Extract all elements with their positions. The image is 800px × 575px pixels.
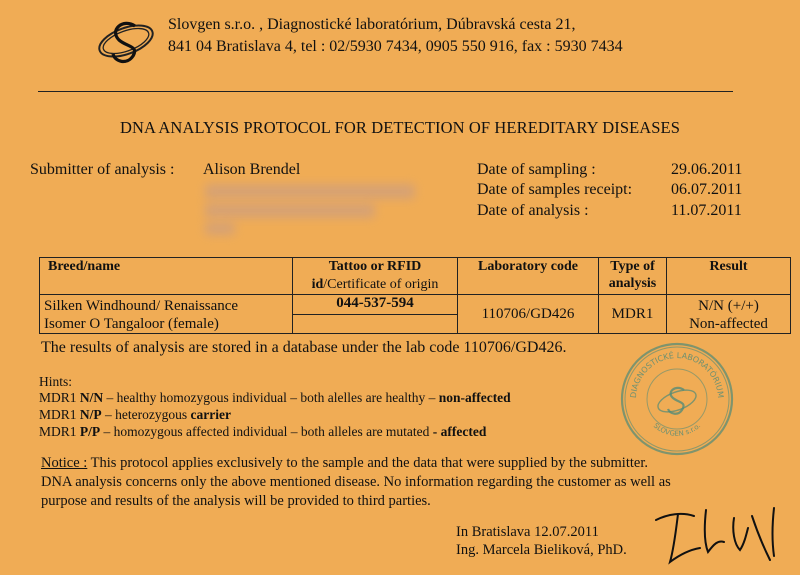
document-title: DNA ANALYSIS PROTOCOL FOR DETECTION OF HEREDITARY DISEASES [119, 118, 681, 137]
submitter-label: Submitter of analysis : [30, 161, 175, 178]
notice-label: Notice : [41, 455, 88, 471]
header-line-2: 841 04 Bratislava 4, tel : 02/5930 7434, 0905 550 916, fax : 5930 7434 [168, 38, 623, 55]
hint-pp-status: - affected [432, 424, 487, 439]
hint-pp-prefix: MDR1 [39, 424, 80, 439]
col-header-tattoo: Tattoo or RFID [293, 258, 458, 277]
hints-title: Hints: [39, 374, 73, 389]
redacted-address-3 [205, 222, 235, 235]
header-divider [38, 91, 733, 92]
slovgen-logo [95, 10, 157, 72]
col-header-type [599, 258, 667, 295]
place-date: In Bratislava 12.07.2011 [456, 524, 599, 540]
cell-certificate [293, 314, 458, 334]
cell-type: MDR1 [599, 295, 667, 334]
date-analysis-label: Date of analysis : [477, 202, 589, 219]
col-header-type-line2: analysis [608, 276, 657, 291]
col-header-certificate-id: id [311, 277, 324, 292]
hint-pp-text: – homozygous affected individual – both alleles are mutated [100, 424, 433, 439]
date-analysis-value: 11.07.2011 [671, 202, 742, 219]
hint-np-text: – heterozygous [101, 407, 191, 422]
col-header-certificate-text: /Certificate of origin [323, 277, 439, 292]
hint-np-status: carrier [190, 407, 231, 422]
col-header-result: Result [667, 258, 791, 295]
date-receipt-value: 06.07.2011 [671, 181, 743, 198]
cell-breed-line2: Isomer O Tangaloor (female) [44, 316, 219, 332]
signatory-name: Ing. Marcela Bieliková, PhD. [456, 542, 627, 558]
hint-np-genotype: N/P [79, 407, 102, 422]
results-table [39, 257, 791, 334]
hint-nn-prefix: MDR1 [39, 390, 80, 405]
col-header-labcode: Laboratory code [458, 258, 599, 295]
hint-line-pp [39, 424, 486, 440]
header-line-1: Slovgen s.r.o. , Diagnostické laboratórium, Dúbravská cesta 21, [168, 16, 576, 33]
hint-pp-genotype: P/P [79, 424, 101, 439]
cell-breed [40, 295, 293, 334]
redacted-address-1 [205, 184, 415, 199]
col-header-type-line1: Type of [610, 259, 655, 274]
hint-line-np [39, 407, 231, 423]
cell-result [667, 295, 791, 334]
date-sampling-label: Date of sampling : [477, 161, 596, 178]
laboratory-stamp [618, 340, 736, 458]
date-receipt-label: Date of samples receipt: [477, 181, 633, 198]
hint-np-prefix: MDR1 [39, 407, 80, 422]
notice-line-3: purpose and results of the analysis will be provided to third parties. [41, 493, 431, 509]
date-sampling-value: 29.06.2011 [671, 161, 743, 178]
notice-line-2: DNA analysis concerns only the above mentioned disease. No information regarding the customer as well as [41, 474, 671, 490]
hint-nn-status: non-affected [438, 390, 511, 405]
submitter-name: Alison Brendel [203, 161, 301, 178]
cell-labcode: 110706/GD426 [458, 295, 599, 334]
cell-result-line1: N/N (+/+) [698, 298, 759, 314]
cell-breed-line1: Silken Windhound/ Renaissance [44, 298, 239, 314]
notice-text-1: This protocol applies exclusively to the sample and the data that were supplied by the submitter. [87, 455, 648, 471]
table-header-row [40, 258, 791, 277]
results-note: The results of analysis are stored in a database under the lab code 110706/GD426. [41, 339, 567, 356]
hint-line-nn [39, 390, 511, 406]
table-row [40, 295, 791, 315]
hint-nn-text: – healthy homozygous individual – both alelles are healthy – [103, 390, 439, 405]
col-header-certificate [293, 276, 458, 295]
stamp-bottom-text: SLOVGEN s.r.o. [651, 421, 703, 438]
redacted-address-2 [205, 203, 375, 218]
cell-result-line2: Non-affected [689, 316, 768, 332]
stamp-top-text: DIAGNOSTICKÉ LABORATÓRIUM [628, 350, 726, 399]
cell-tattoo: 044-537-594 [293, 295, 458, 315]
col-header-breed: Breed/name [40, 258, 293, 295]
hint-nn-genotype: N/N [79, 390, 104, 405]
notice-line-1 [41, 455, 648, 472]
handwritten-signature [648, 500, 788, 566]
